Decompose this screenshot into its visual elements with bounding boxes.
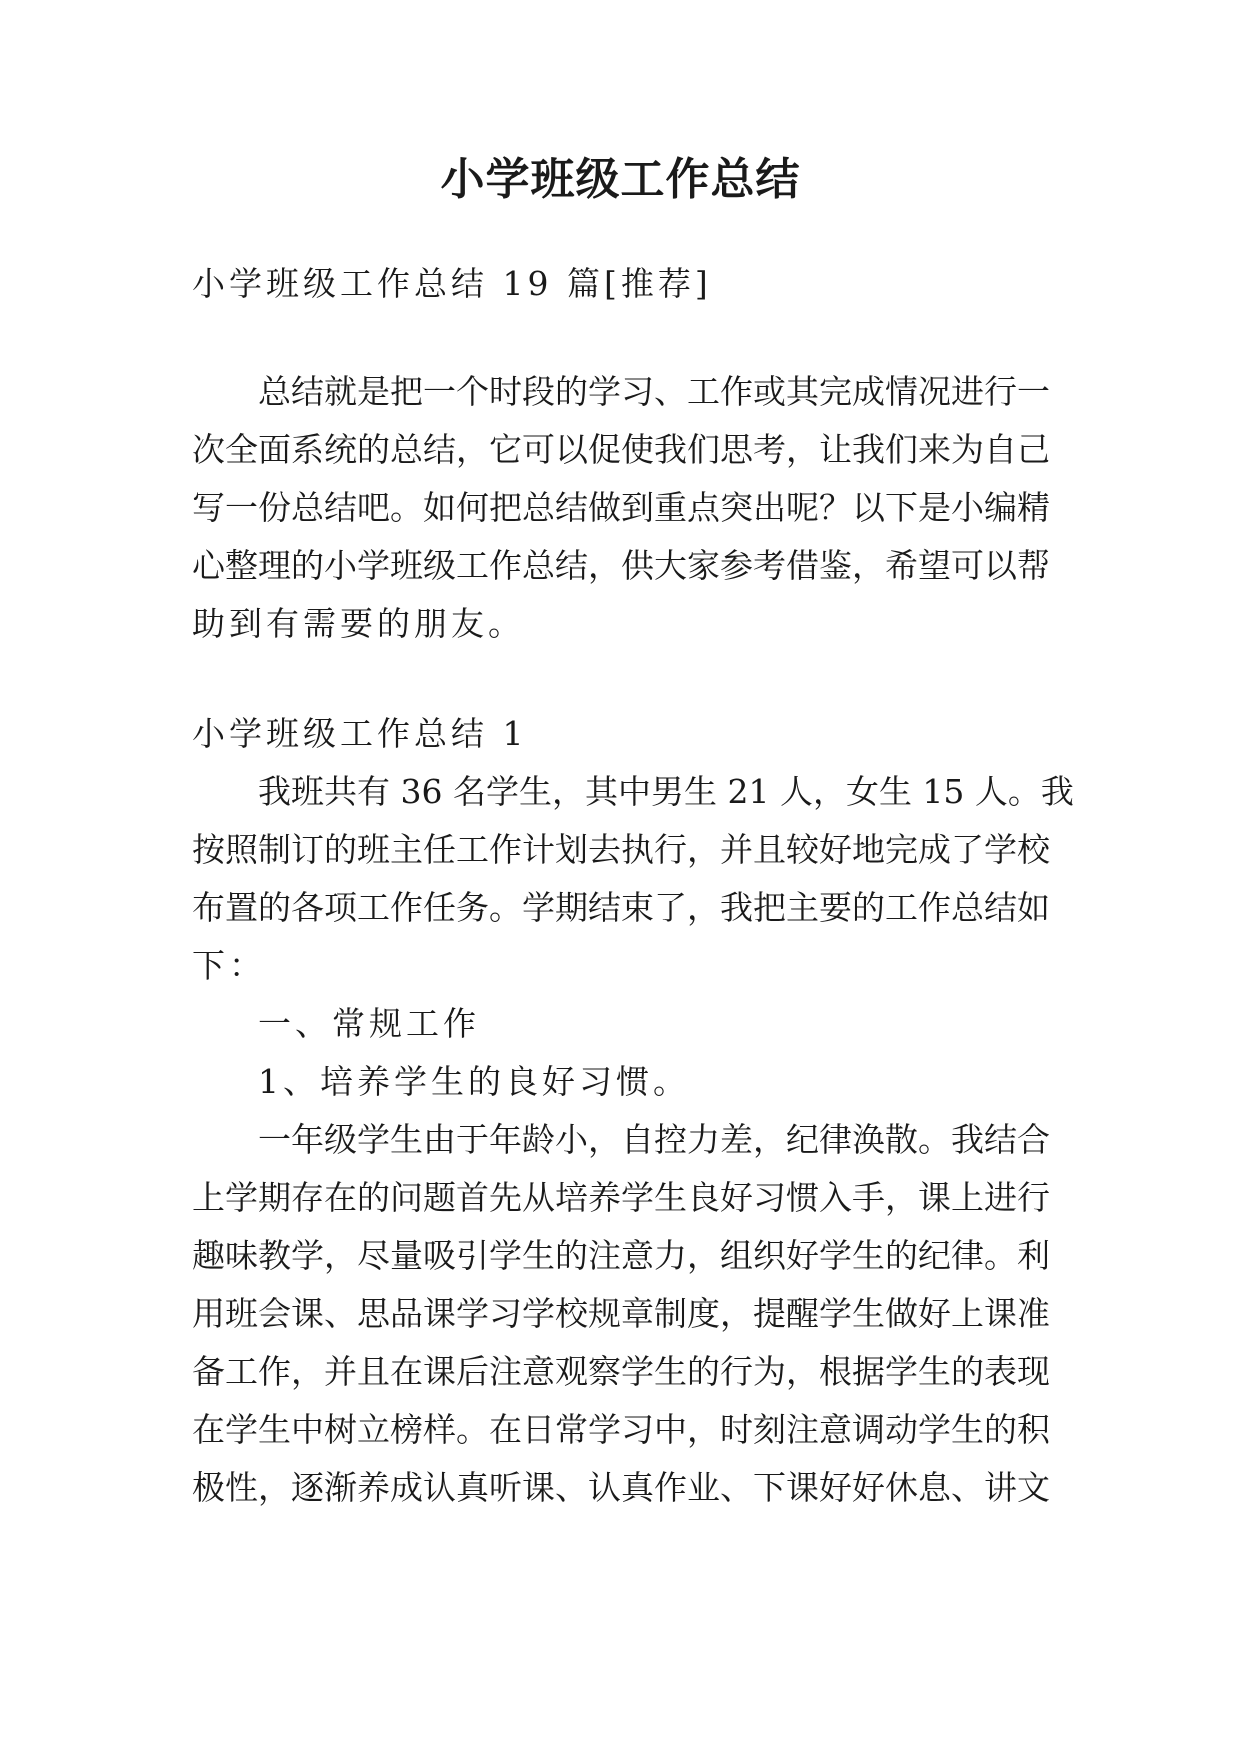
section-intro-line: 布置的各项工作任务。学期结束了，我把主要的工作总结如	[192, 888, 1050, 927]
intro-line: 次全面系统的总结，它可以促使我们思考，让我们来为自己	[192, 430, 1050, 469]
body-line: 备工作，并且在课后注意观察学生的行为，根据学生的表现	[192, 1352, 1050, 1391]
subheading-good-habits: 1、培养学生的良好习惯。	[258, 1062, 690, 1101]
subheading-general-work: 一、常规工作	[258, 1004, 480, 1043]
section-intro-line: 我班共有 36 名学生，其中男生 21 人，女生 15 人。我	[258, 772, 1074, 811]
intro-line: 总结就是把一个时段的学习、工作或其完成情况进行一	[258, 372, 1050, 411]
intro-line: 心整理的小学班级工作总结，供大家参考借鉴，希望可以帮	[192, 546, 1050, 585]
body-line: 上学期存在的问题首先从培养学生良好习惯入手，课上进行	[192, 1178, 1050, 1217]
body-line: 用班会课、思品课学习学校规章制度，提醒学生做好上课准	[192, 1294, 1050, 1333]
section-intro-line: 下：	[192, 946, 266, 985]
body-line: 在学生中树立榜样。在日常学习中，时刻注意调动学生的积	[192, 1410, 1050, 1449]
intro-line: 写一份总结吧。如何把总结做到重点突出呢？以下是小编精	[192, 488, 1050, 527]
section-heading: 小学班级工作总结 1	[192, 714, 528, 753]
body-line: 趣味教学，尽量吸引学生的注意力，组织好学生的纪律。利	[192, 1236, 1050, 1275]
document-title: 小学班级工作总结	[440, 154, 801, 205]
section-intro-line: 按照制订的班主任工作计划去执行，并且较好地完成了学校	[192, 830, 1050, 869]
body-line: 极性，逐渐养成认真听课、认真作业、下课好好休息、讲文	[192, 1468, 1050, 1507]
intro-line: 助到有需要的朋友。	[192, 604, 525, 643]
body-line: 一年级学生由于年龄小，自控力差，纪律涣散。我结合	[258, 1120, 1050, 1159]
document-subtitle: 小学班级工作总结 19 篇[推荐]	[192, 264, 712, 303]
